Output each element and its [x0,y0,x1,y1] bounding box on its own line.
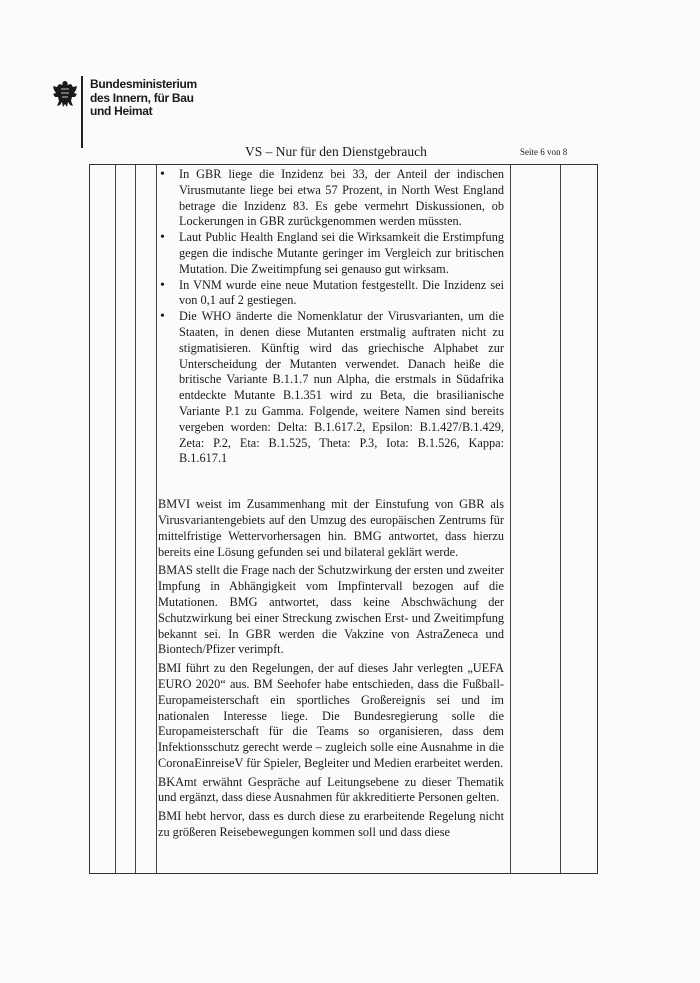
ministry-name [90,78,197,119]
header-divider [81,76,83,148]
bullet-list [158,167,504,467]
paragraph-bmvi: BMVI weist im Zusammenhang mit der Einstufung von GBR als Virusvariantengebiets auf den Umzug des europäischen Zentrums für mittelfristige Wettervorhersagen hin. BMG antwortet, dass hierzu bereits eine Lösung gefunden sei und bilateral geklärt werde. [158,497,504,559]
paragraph-bmi-euro: BMI führt zu den Regelungen, der auf dieses Jahr verlegten „UEFA EURO 2020“ aus. BM Seehofer habe entschieden, dass die Fußball-Europameisterschaft ein sportliches Großereignis sei und im nationalen Interesse liege. Die Bundesregierung solle die Europameisterschaft für die Teams so organisieren, dass dem Infektionsschutz gerecht werde – zugleich solle eine Ausnahme in die CoronaEinreiseV für Spieler, Begleiter und Medien erarbeitet werden. [158,661,504,770]
table-column-divider [135,165,136,873]
table-column-divider [560,165,561,873]
ministry-line-1: Bundesministerium [90,77,197,91]
federal-eagle-icon [52,80,78,110]
bullet-item: • Laut Public Health England sei die Wirksamkeit die Erstimpfung gegen die indische Mutante geringer im Vergleich zur britischen Mutation. Die Zweitimpfung sei genauso gut wirksam. [179,230,504,277]
table-column-divider [115,165,116,873]
table-column-divider [510,165,511,873]
bullet-item: • In VNM wurde eine neue Mutation festgestellt. Die Inzidenz sei von 0,1 auf 2 gestiegen. [179,278,504,310]
bullet-item: • Die WHO änderte die Nomenklatur der Virusvarianten, um die Staaten, in denen diese Mutanten erstmalig auftraten nicht zu stigmatisieren. Künftig wird das griechische Alphabet zur Unterscheidung der Mutanten verwendet. Danach heiße die britische Variante B.1.1.7 nun Alpha, die erstmals in Südafrika entdeckte Mutante B.1.351 wird zu Beta, die brasilianische Variante P.1 zu Gamma. Folgende, weitere Namen sind bereits vergeben worden: Delta: B.1.617.2, Epsilon: B.1.427/B.1.429, Zeta: P.2, Eta: B.1.525, Theta: P.3, Iota: B.1.526, Kappa: B.1.617.1 [179,309,504,467]
table-column-divider [156,165,157,873]
page-number: Seite 6 von 8 [520,147,568,157]
classification-label: VS – Nur für den Dienstgebrauch [245,144,427,159]
bullet-item: • In GBR liege die Inzidenz bei 33, der Anteil der indischen Virusmutante liege bei etwa 57 Prozent, in North West England betrage die Inzidenz 83. Es gebe vermehrt Diskussionen, ob Lockerungen in GBR zurückgenommen werden müssten. [179,167,504,230]
paragraph-bmas: BMAS stellt die Frage nach der Schutzwirkung der ersten und zweiter Impfung in Abhängigkeit vom Impfintervall bezogen auf die Mutationen. BMG antwortet, dass keine Abschwächung der Schutzwirkung bei einer Streckung zwischen Erst- und Zweitimpfung bekannt sei. In GBR werden die Vakzine von AstraZeneca und Biontech/Pfizer verimpft. [158,563,504,657]
ministry-line-2: des Innern, für Bau [90,90,194,105]
ministry-line-3: und Heimat [90,104,153,118]
protocol-content [158,167,504,844]
paragraph-bmi-travel: BMI hebt hervor, dass es durch diese zu erarbeitende Regelung nicht zu größeren Reisebewegungen kommen soll und dass diese [158,809,504,840]
paragraph-bkamt: BKAmt erwähnt Gespräche auf Leitungsebene zu dieser Thematik und ergänzt, dass diese Ausnahmen für akkreditierte Personen gelten. [158,774,504,805]
